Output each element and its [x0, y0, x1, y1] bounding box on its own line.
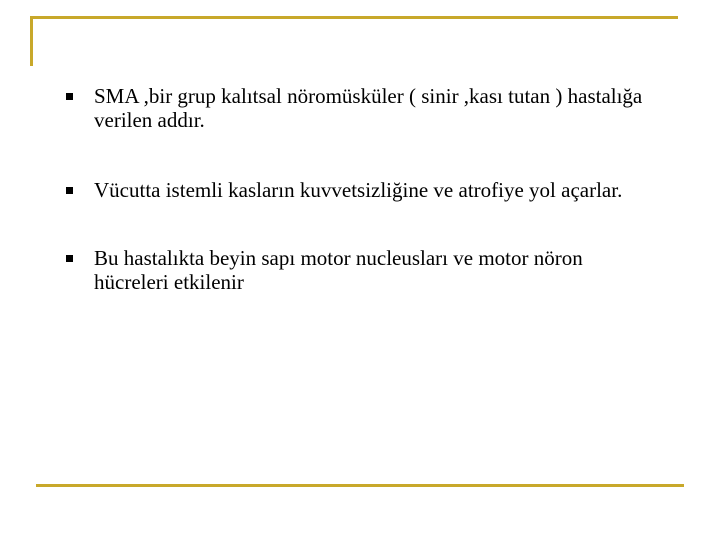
square-bullet-icon — [66, 187, 73, 194]
bullet-item — [60, 246, 660, 294]
frame-bottom-line — [36, 484, 684, 487]
bullet-text: Bu hastalıkta beyin sapı motor nucleusları ve motor nöron hücreleri etkilenir — [94, 246, 583, 294]
bullet-text: SMA ,bir grup kalıtsal nöromüsküler ( sinir ,kası tutan ) hastalığa verilen addır. — [94, 84, 643, 132]
square-bullet-icon — [66, 93, 73, 100]
frame-left-line — [30, 16, 33, 66]
bullet-item — [60, 178, 660, 202]
square-bullet-icon — [66, 255, 73, 262]
bullet-item — [60, 84, 660, 132]
bullet-list — [60, 84, 660, 340]
frame-top-line — [30, 16, 678, 19]
bullet-text: Vücutta istemli kasların kuvvetsizliğine ve atrofiye yol açarlar. — [94, 178, 623, 202]
